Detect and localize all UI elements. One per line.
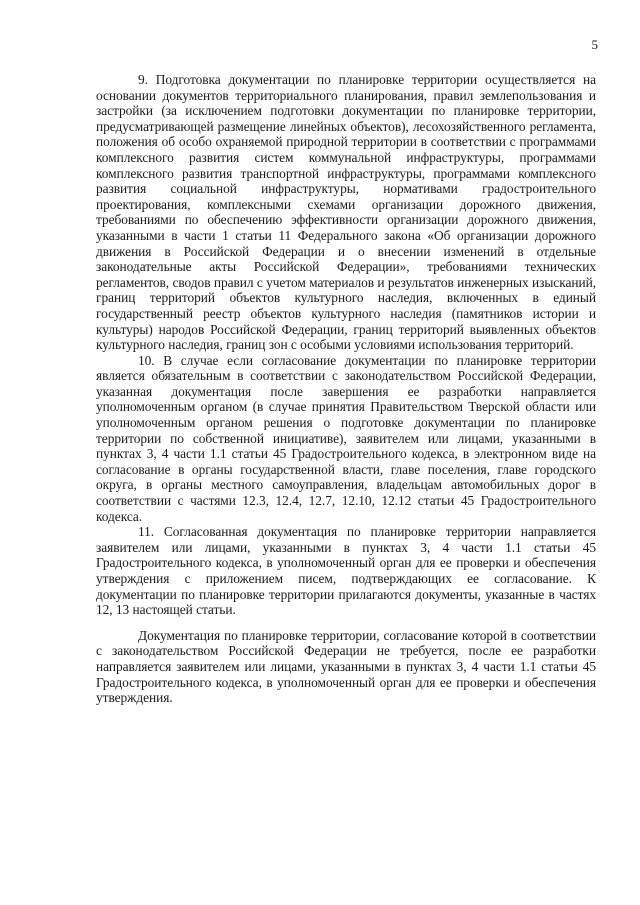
paragraph-11: 11. Согласованная документация по планировке территории направляется заявителем или лицами, указанными в пунктах 3, 4 части 1.1 статьи 45 Градостроительного кодекса, в уполномоченный орган для ее проверки и обеспечения утверждения с приложением писем, подтверждающих ее согласование. К документации по планировке территории прилагаются документы, указанные в частях 12, 13 настоящей статьи.	[96, 524, 596, 618]
document-body	[96, 72, 596, 706]
page-number: 5	[591, 37, 598, 52]
paragraph-10: 10. В случае если согласование документации по планировке территории является обязательным в соответствии с законодательством Российской Федерации, указанная документация после завершения ее разработки направляется уполномоченным органом (в случае принятия Правительством Тверской области или уполномоченным органом решения о подготовке документации по планировке территории по собственной инициативе), заявителем или лицами, указанными в пунктах 3, 4 части 1.1 статьи 45 Градостроительного кодекса, в электронном виде на согласование в органы государственной власти, главе поселения, главе городского округа, в органы местного самоуправления, владельцам автомобильных дорог в соответствии с частями 12.3, 12.4, 12.7, 12.10, 12.12 статьи 45 Градостроительного кодекса.	[96, 352, 596, 524]
paragraph-9: 9. Подготовка документации по планировке территории осуществляется на основании документов территориального планирования, правил землепользования и застройки (за исключением подготовки документации по планировке территории, предусматривающей размещение линейных объектов), лесохозяйственного регламента, положения об особо охраняемой природной территории в соответствии с программами комплексного развития систем коммунальной инфраструктуры, программами комплексного развития транспортной инфраструктуры, программами комплексного развития социальной инфраструктуры, нормативами градостроительного проектирования, комплексными схемами организации дорожного движения, требованиями по обеспечению эффективности организации дорожного движения, указанными в части 1 статьи 11 Федерального закона «Об организации дорожного движения в Российской Федерации и о внесении изменений в отдельные законодательные акты Российской Федерации», требованиями технических регламентов, сводов правил с учетом материалов и результатов инженерных изысканий, границ территорий объектов культурного наследия, включенных в единый государственный реестр объектов культурного наследия (памятников истории и культуры) народов Российской Федерации, границ территорий выявленных объектов культурного наследия, границ зон с особыми условиями использования территорий.	[96, 72, 596, 353]
paragraph-11-continuation: Документация по планировке территории, согласование которой в соответствии с законодательством Российской Федерации не требуется, после ее разработки направляется заявителем или лицами, указанными в пунктах 3, 4 части 1.1 статьи 45 Градостроительного кодекса, в уполномоченный орган для ее проверки и обеспечения утверждения.	[96, 627, 596, 706]
